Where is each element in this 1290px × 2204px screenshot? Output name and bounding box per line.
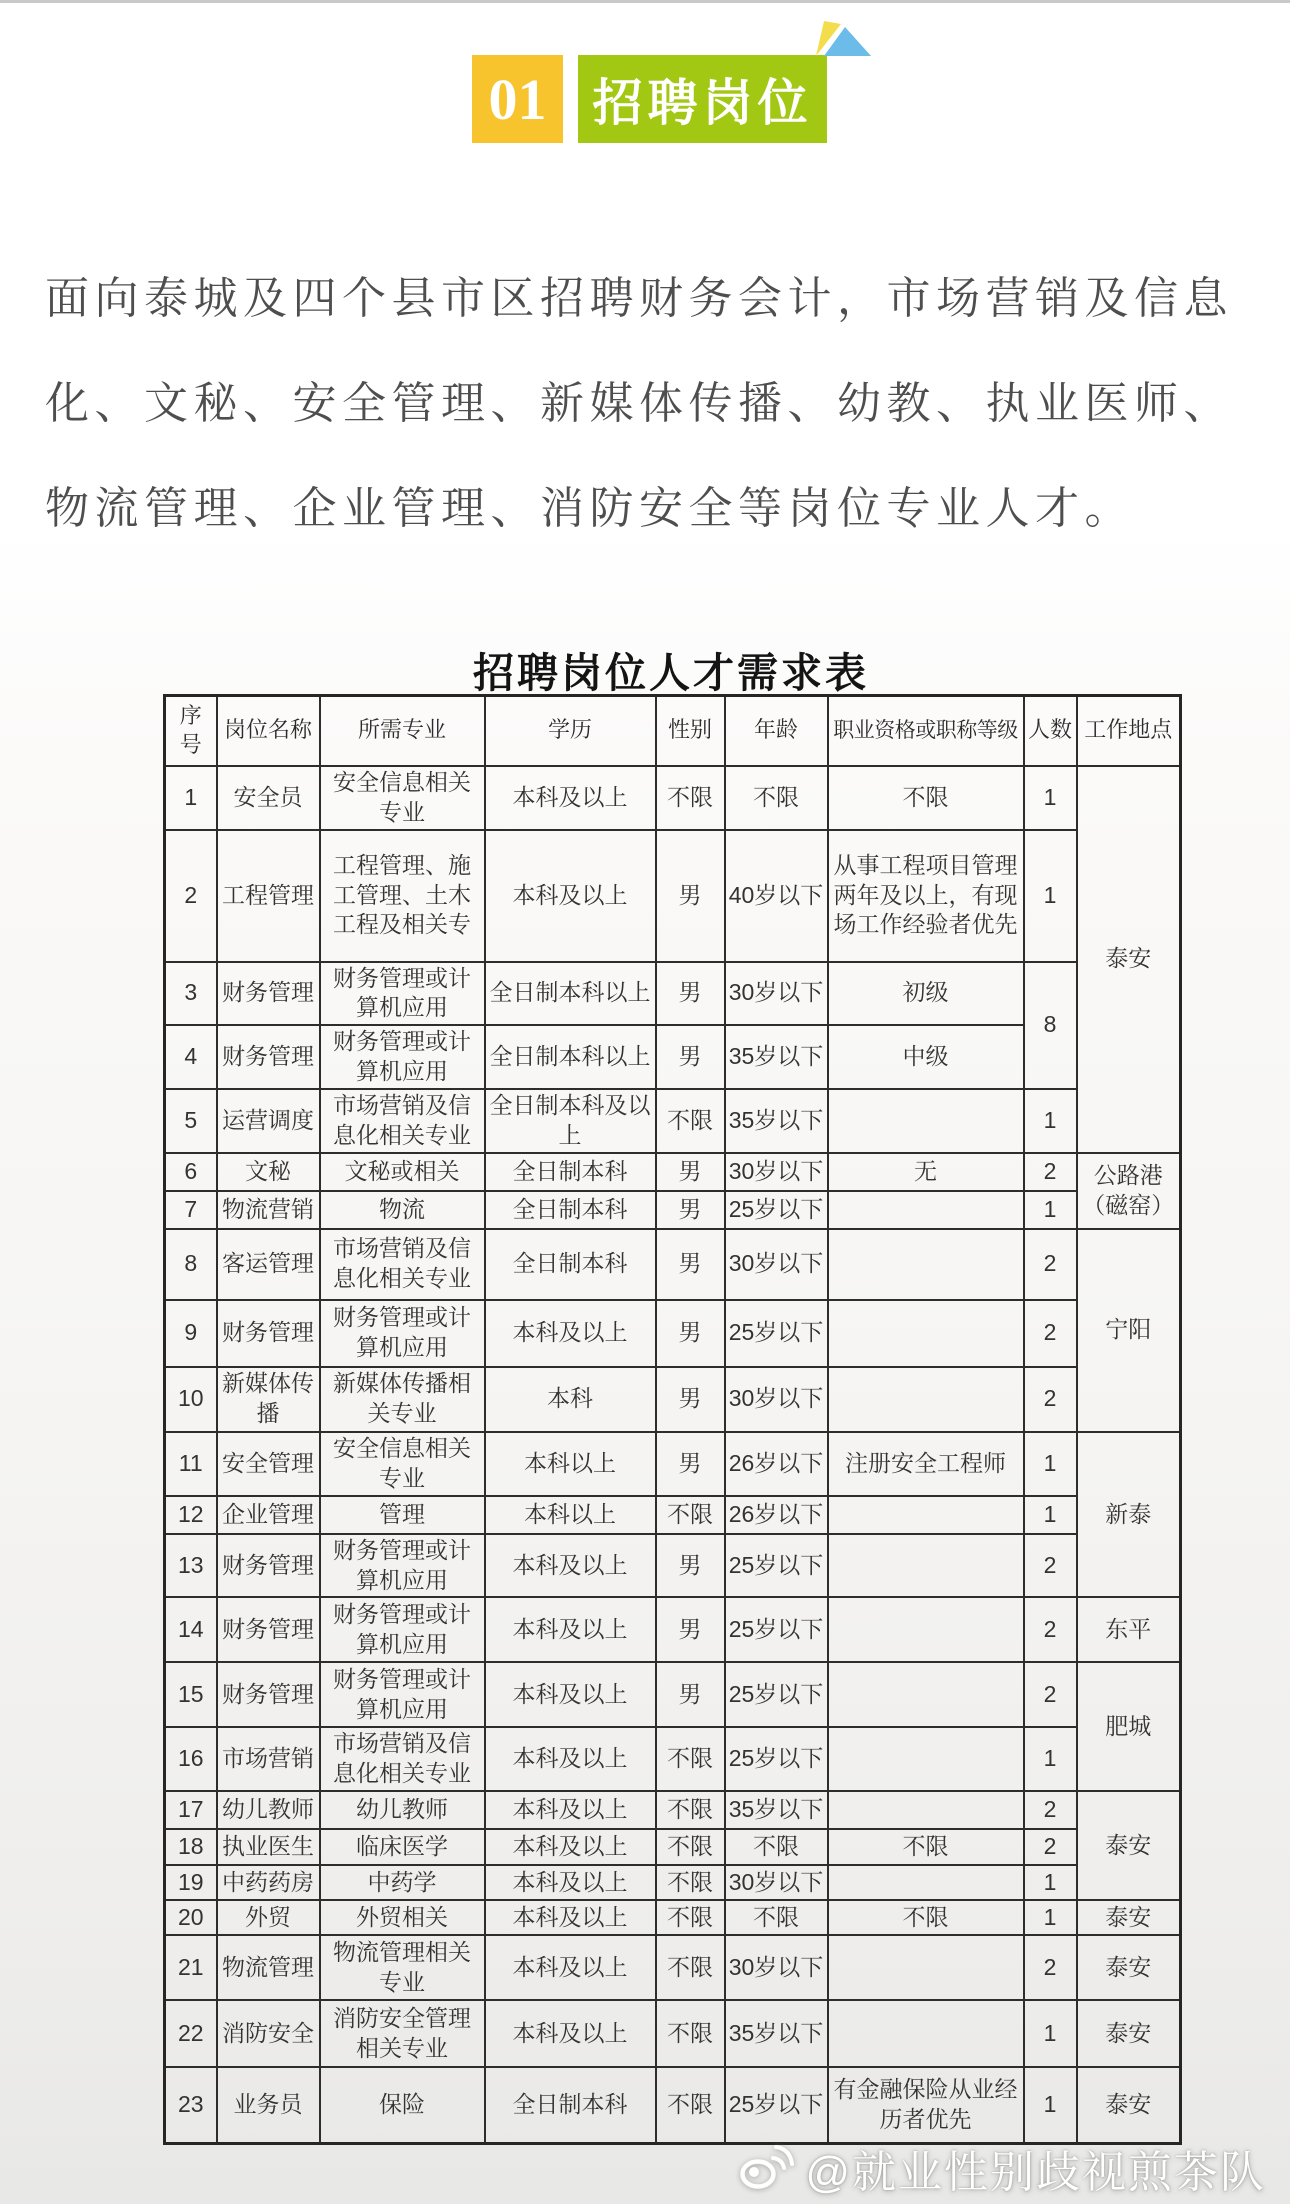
- cell-qual: [828, 1496, 1024, 1534]
- cell-qual: 无: [828, 1153, 1024, 1191]
- table-header-row: [165, 696, 1181, 766]
- cell-location: 新泰: [1077, 1432, 1181, 1598]
- col-header-location: 工作地点: [1077, 696, 1181, 766]
- cell-location: 泰安: [1077, 1791, 1181, 1900]
- cell-age: 26岁以下: [725, 1496, 828, 1534]
- cell-qual: [828, 1229, 1024, 1300]
- cell-post: 财务管理: [217, 1597, 320, 1662]
- cell-major: 保险: [320, 2067, 485, 2143]
- cell-degree: 本科: [485, 1367, 656, 1432]
- cell-qual: 不限: [828, 1829, 1024, 1865]
- table-row: [165, 1900, 1181, 1935]
- intro-line: 化、文秘、安全管理、新媒体传播、幼教、执业医师、: [45, 379, 1233, 428]
- cell-age: 30岁以下: [725, 1935, 828, 2000]
- section-title-badge: 招聘岗位: [578, 55, 827, 143]
- cell-no: 20: [165, 1900, 217, 1935]
- cell-no: 17: [165, 1791, 217, 1829]
- cell-age: 35岁以下: [725, 2000, 828, 2067]
- cell-count: 1: [1024, 2000, 1077, 2067]
- cell-age: 35岁以下: [725, 1089, 828, 1153]
- cell-no: 5: [165, 1089, 217, 1153]
- cell-major: 管理: [320, 1496, 485, 1534]
- cell-location: 肥城: [1077, 1662, 1181, 1791]
- cell-gender: 不限: [656, 2067, 725, 2143]
- top-divider: [0, 0, 1290, 3]
- col-header-major: 所需专业: [320, 696, 485, 766]
- cell-post: 财务管理: [217, 1025, 320, 1089]
- table-row: [165, 1229, 1181, 1300]
- cell-location: 东平: [1077, 1597, 1181, 1662]
- cell-no: 10: [165, 1367, 217, 1432]
- cell-qual: [828, 2000, 1024, 2067]
- cell-count: 2: [1024, 1300, 1077, 1367]
- cell-degree: 全日制本科: [485, 1229, 656, 1300]
- cell-count: 1: [1024, 1727, 1077, 1791]
- cell-post: 文秘: [217, 1153, 320, 1191]
- cell-qual: [828, 1727, 1024, 1791]
- cell-no: 7: [165, 1191, 217, 1229]
- cell-count: 2: [1024, 1367, 1077, 1432]
- cell-age: 30岁以下: [725, 1865, 828, 1900]
- cell-degree: 本科及以上: [485, 1791, 656, 1829]
- cell-post: 企业管理: [217, 1496, 320, 1534]
- watermark-text: @就业性别歧视煎茶队: [805, 2148, 1266, 2197]
- cell-gender: 男: [656, 962, 725, 1026]
- cell-degree: 本科及以上: [485, 1534, 656, 1598]
- cell-post: 运营调度: [217, 1089, 320, 1153]
- cell-count: 1: [1024, 1865, 1077, 1900]
- cell-count: 2: [1024, 1662, 1077, 1727]
- cell-degree: 本科及以上: [485, 1900, 656, 1935]
- col-header-no: 序号: [165, 696, 217, 766]
- table-row: [165, 1089, 1181, 1153]
- table-title: 招聘岗位人才需求表: [473, 650, 869, 696]
- cell-major: 市场营销及信息化相关专业: [320, 1089, 485, 1153]
- cell-age: 25岁以下: [725, 1727, 828, 1791]
- cell-qual: [828, 1089, 1024, 1153]
- cell-qual: 初级: [828, 962, 1024, 1026]
- col-header-qualification: 职业资格或职称等级: [828, 696, 1024, 766]
- table-row: [165, 1727, 1181, 1791]
- cell-count: 2: [1024, 1829, 1077, 1865]
- cell-gender: 男: [656, 1432, 725, 1496]
- cell-qual: [828, 1367, 1024, 1432]
- cell-qual: 不限: [828, 1900, 1024, 1935]
- section-number-badge: 01: [472, 55, 563, 143]
- cell-location: 泰安: [1077, 1900, 1181, 1935]
- table-row: [165, 1534, 1181, 1598]
- cell-qual: [828, 1597, 1024, 1662]
- cell-degree: 全日制本科: [485, 1153, 656, 1191]
- cell-age: 25岁以下: [725, 1662, 828, 1727]
- intro-line: 物流管理、企业管理、消防安全等岗位专业人才。: [45, 484, 1134, 533]
- cell-degree: 本科及以上: [485, 830, 656, 962]
- cell-no: 4: [165, 1025, 217, 1089]
- cell-location: 泰安: [1077, 2000, 1181, 2067]
- cell-gender: 不限: [656, 766, 725, 830]
- cell-count: 1: [1024, 1089, 1077, 1153]
- table-row: [165, 2067, 1181, 2143]
- cell-post: 物流管理: [217, 1935, 320, 2000]
- cell-degree: 全日制本科以上: [485, 962, 656, 1026]
- cell-degree: 本科及以上: [485, 1829, 656, 1865]
- cell-degree: 全日制本科: [485, 2067, 656, 2143]
- cell-count: 1: [1024, 1432, 1077, 1496]
- watermark: [739, 2136, 1266, 2200]
- cell-post: 安全管理: [217, 1432, 320, 1496]
- cell-degree: 全日制本科以上: [485, 1025, 656, 1089]
- cell-gender: 不限: [656, 1829, 725, 1865]
- cell-location: 泰安: [1077, 2067, 1181, 2143]
- cell-location: 泰安: [1077, 1935, 1181, 2000]
- cell-post: 客运管理: [217, 1229, 320, 1300]
- cell-post: 外贸: [217, 1900, 320, 1935]
- intro-paragraph: [45, 246, 1260, 561]
- cell-gender: 不限: [656, 2000, 725, 2067]
- cell-no: 12: [165, 1496, 217, 1534]
- cell-degree: 本科及以上: [485, 1935, 656, 2000]
- cell-count: 1: [1024, 1191, 1077, 1229]
- cell-post: 财务管理: [217, 962, 320, 1026]
- cell-age: 25岁以下: [725, 1300, 828, 1367]
- cell-gender: 男: [656, 1367, 725, 1432]
- cell-major: 新媒体传播相关专业: [320, 1367, 485, 1432]
- cell-gender: 男: [656, 830, 725, 962]
- cell-major: 财务管理或计算机应用: [320, 1300, 485, 1367]
- cell-gender: 不限: [656, 1935, 725, 2000]
- corner-triangles-icon: [810, 18, 874, 63]
- cell-post: 财务管理: [217, 1534, 320, 1598]
- cell-no: 9: [165, 1300, 217, 1367]
- table-row: [165, 1367, 1181, 1432]
- cell-qual: 从事工程项目管理两年及以上，有现场工作经验者优先: [828, 830, 1024, 962]
- cell-major: 消防安全管理相关专业: [320, 2000, 485, 2067]
- table-row: [165, 830, 1181, 962]
- cell-location: 宁阳: [1077, 1229, 1181, 1432]
- col-header-degree: 学历: [485, 696, 656, 766]
- cell-qual: [828, 1865, 1024, 1900]
- cell-degree: 本科以上: [485, 1432, 656, 1496]
- cell-qual: [828, 1935, 1024, 2000]
- cell-qual: [828, 1300, 1024, 1367]
- cell-no: 11: [165, 1432, 217, 1496]
- cell-major: 外贸相关: [320, 1900, 485, 1935]
- cell-qual: [828, 1534, 1024, 1598]
- cell-gender: 男: [656, 1025, 725, 1089]
- cell-age: 25岁以下: [725, 1191, 828, 1229]
- cell-major: 财务管理或计算机应用: [320, 1597, 485, 1662]
- cell-count: 2: [1024, 1791, 1077, 1829]
- cell-count: 1: [1024, 830, 1077, 962]
- intro-line: 面向泰城及四个县市区招聘财务会计，市场营销及信息: [45, 274, 1233, 323]
- cell-post: 物流营销: [217, 1191, 320, 1229]
- cell-degree: 本科及以上: [485, 2000, 656, 2067]
- cell-age: 不限: [725, 1900, 828, 1935]
- section-badge: [472, 55, 827, 143]
- cell-degree: 全日制本科及以上: [485, 1089, 656, 1153]
- cell-major: 工程管理、施工管理、土木工程及相关专: [320, 830, 485, 962]
- table-row: [165, 1300, 1181, 1367]
- table-row: [165, 1496, 1181, 1534]
- cell-major: 中药学: [320, 1865, 485, 1900]
- cell-age: 25岁以下: [725, 1534, 828, 1598]
- cell-no: 21: [165, 1935, 217, 2000]
- cell-gender: 男: [656, 1191, 725, 1229]
- cell-count: 1: [1024, 1496, 1077, 1534]
- table-row: [165, 1865, 1181, 1900]
- cell-no: 18: [165, 1829, 217, 1865]
- cell-count: 2: [1024, 1229, 1077, 1300]
- cell-no: 3: [165, 962, 217, 1026]
- cell-degree: 本科及以上: [485, 1662, 656, 1727]
- col-header-age: 年龄: [725, 696, 828, 766]
- cell-major: 安全信息相关专业: [320, 766, 485, 830]
- cell-post: 市场营销: [217, 1727, 320, 1791]
- cell-count: 8: [1024, 962, 1077, 1090]
- cell-gender: 不限: [656, 1089, 725, 1153]
- cell-qual: [828, 1791, 1024, 1829]
- col-header-count: 人数: [1024, 696, 1077, 766]
- cell-gender: 男: [656, 1153, 725, 1191]
- cell-post: 幼儿教师: [217, 1791, 320, 1829]
- cell-no: 2: [165, 830, 217, 962]
- table-row: [165, 1597, 1181, 1662]
- cell-major: 财务管理或计算机应用: [320, 962, 485, 1026]
- cell-degree: 本科及以上: [485, 1865, 656, 1900]
- cell-major: 财务管理或计算机应用: [320, 1662, 485, 1727]
- cell-degree: 本科以上: [485, 1496, 656, 1534]
- cell-degree: 本科及以上: [485, 1727, 656, 1791]
- cell-post: 执业医生: [217, 1829, 320, 1865]
- cell-age: 30岁以下: [725, 1153, 828, 1191]
- cell-no: 13: [165, 1534, 217, 1598]
- cell-qual: [828, 1191, 1024, 1229]
- table-row: [165, 1935, 1181, 2000]
- table-row: [165, 2000, 1181, 2067]
- cell-no: 15: [165, 1662, 217, 1727]
- weibo-icon: [739, 2142, 795, 2195]
- cell-count: 1: [1024, 1900, 1077, 1935]
- cell-no: 8: [165, 1229, 217, 1300]
- cell-post: 安全员: [217, 766, 320, 830]
- cell-major: 物流管理相关专业: [320, 1935, 485, 2000]
- cell-post: 业务员: [217, 2067, 320, 2143]
- cell-gender: 不限: [656, 1496, 725, 1534]
- table-row: [165, 1191, 1181, 1229]
- cell-age: 25岁以下: [725, 1597, 828, 1662]
- cell-age: 不限: [725, 1829, 828, 1865]
- cell-major: 临床医学: [320, 1829, 485, 1865]
- cell-count: 2: [1024, 1153, 1077, 1191]
- cell-gender: 男: [656, 1229, 725, 1300]
- cell-degree: 本科及以上: [485, 1597, 656, 1662]
- cell-age: 不限: [725, 766, 828, 830]
- cell-post: 消防安全: [217, 2000, 320, 2067]
- cell-gender: 男: [656, 1597, 725, 1662]
- cell-post: 中药药房: [217, 1865, 320, 1900]
- cell-age: 25岁以下: [725, 2067, 828, 2143]
- cell-post: 财务管理: [217, 1662, 320, 1727]
- cell-qual: 中级: [828, 1025, 1024, 1089]
- cell-age: 30岁以下: [725, 962, 828, 1026]
- cell-qual: [828, 1662, 1024, 1727]
- cell-post: 财务管理: [217, 1300, 320, 1367]
- table-row: [165, 1153, 1181, 1191]
- cell-age: 35岁以下: [725, 1791, 828, 1829]
- cell-location: 公路港（磁窑）: [1077, 1153, 1181, 1229]
- cell-major: 安全信息相关专业: [320, 1432, 485, 1496]
- cell-no: 1: [165, 766, 217, 830]
- cell-count: 2: [1024, 1534, 1077, 1598]
- table-row: [165, 962, 1181, 1026]
- cell-age: 35岁以下: [725, 1025, 828, 1089]
- cell-major: 财务管理或计算机应用: [320, 1534, 485, 1598]
- cell-no: 16: [165, 1727, 217, 1791]
- table-row: [165, 1432, 1181, 1496]
- cell-qual: 有金融保险从业经历者优先: [828, 2067, 1024, 2143]
- cell-no: 19: [165, 1865, 217, 1900]
- cell-no: 22: [165, 2000, 217, 2067]
- cell-gender: 男: [656, 1300, 725, 1367]
- cell-major: 市场营销及信息化相关专业: [320, 1727, 485, 1791]
- cell-gender: 男: [656, 1534, 725, 1598]
- cell-count: 2: [1024, 1935, 1077, 2000]
- cell-gender: 不限: [656, 1727, 725, 1791]
- recruitment-table: [163, 694, 1182, 2145]
- cell-count: 1: [1024, 2067, 1077, 2143]
- cell-gender: 男: [656, 1662, 725, 1727]
- cell-degree: 本科及以上: [485, 1300, 656, 1367]
- cell-major: 文秘或相关: [320, 1153, 485, 1191]
- cell-location: 泰安: [1077, 766, 1181, 1153]
- col-header-gender: 性别: [656, 696, 725, 766]
- cell-age: 40岁以下: [725, 830, 828, 962]
- cell-major: 物流: [320, 1191, 485, 1229]
- cell-post: 新媒体传播: [217, 1367, 320, 1432]
- cell-age: 30岁以下: [725, 1367, 828, 1432]
- table-row: [165, 1662, 1181, 1727]
- cell-qual: 不限: [828, 766, 1024, 830]
- cell-major: 市场营销及信息化相关专业: [320, 1229, 485, 1300]
- cell-count: 2: [1024, 1597, 1077, 1662]
- cell-gender: 不限: [656, 1865, 725, 1900]
- cell-degree: 本科及以上: [485, 766, 656, 830]
- cell-degree: 全日制本科: [485, 1191, 656, 1229]
- cell-major: 财务管理或计算机应用: [320, 1025, 485, 1089]
- table-row: [165, 1791, 1181, 1829]
- table-row: [165, 766, 1181, 830]
- cell-gender: 不限: [656, 1900, 725, 1935]
- cell-gender: 不限: [656, 1791, 725, 1829]
- cell-post: 工程管理: [217, 830, 320, 962]
- cell-no: 23: [165, 2067, 217, 2143]
- cell-major: 幼儿教师: [320, 1791, 485, 1829]
- cell-age: 30岁以下: [725, 1229, 828, 1300]
- cell-no: 6: [165, 1153, 217, 1191]
- cell-no: 14: [165, 1597, 217, 1662]
- cell-qual: 注册安全工程师: [828, 1432, 1024, 1496]
- col-header-post: 岗位名称: [217, 696, 320, 766]
- cell-age: 26岁以下: [725, 1432, 828, 1496]
- table-row: [165, 1829, 1181, 1865]
- cell-count: 1: [1024, 766, 1077, 830]
